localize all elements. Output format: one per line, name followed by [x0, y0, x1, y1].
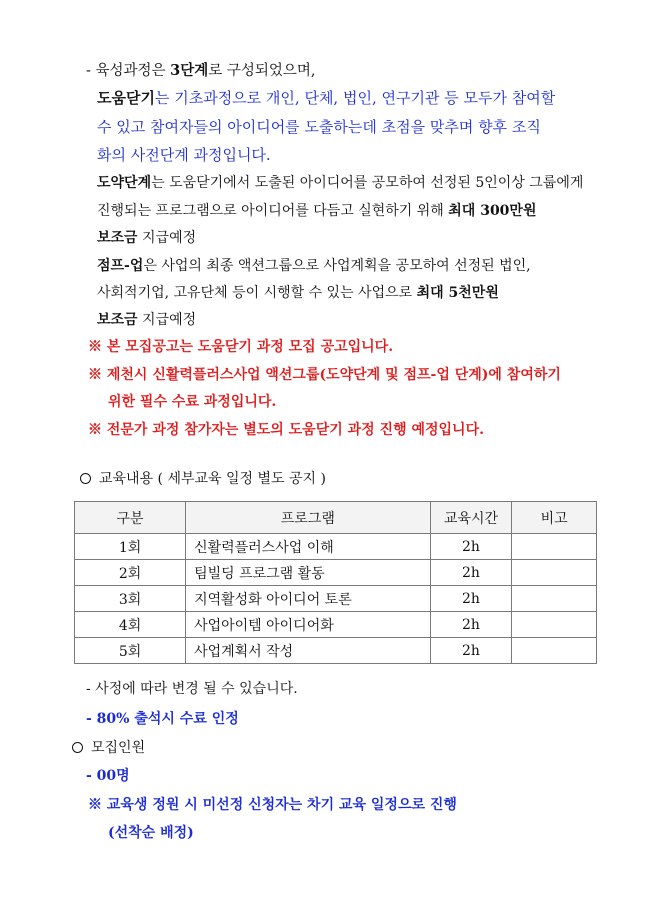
- table-row: [75, 560, 597, 586]
- stage2-line3: 보조금 지급예정: [97, 230, 197, 246]
- cell-program: 사업계획서 작성: [186, 638, 431, 664]
- cell-round: 5회: [75, 638, 186, 664]
- col-header-round: 구분: [75, 502, 186, 534]
- cell-hours: 2h: [430, 586, 512, 612]
- stage3-line3: 보조금 지급예정: [97, 312, 197, 328]
- stage2-title: 도약단계: [97, 175, 152, 191]
- recruit-count: - 00명: [86, 768, 130, 784]
- col-header-note: 비고: [512, 502, 597, 534]
- table-header-row: [75, 502, 597, 534]
- change-notice: - 사정에 따라 변경 될 수 있습니다.: [86, 681, 298, 697]
- cell-round: 4회: [75, 612, 186, 638]
- notice-expert: ※ 전문가 과정 참가자는 별도의 도움닫기 과정 진행 예정입니다.: [88, 422, 484, 438]
- stage3-line1: 점프-업은 사업의 최종 액션그룹으로 사업계획을 공모하여 선정된 법인,: [97, 258, 531, 274]
- stage1-title: 도움닫기: [97, 89, 155, 107]
- completion-criteria: - 80% 출석시 수료 인정: [86, 711, 239, 727]
- table-row: [75, 586, 597, 612]
- circle-bullet-icon: [72, 742, 83, 753]
- recruit-notice-l1: ※ 교육생 정원 시 미선정 신청자는 차기 교육 일정으로 진행: [88, 797, 457, 813]
- col-header-program: 프로그램: [186, 502, 431, 534]
- table-row: [75, 612, 597, 638]
- cell-note: [512, 586, 597, 612]
- table-row: [75, 534, 597, 560]
- cell-round: 2회: [75, 560, 186, 586]
- stage1-line2: 수 있고 참여자들의 아이디어를 도출하는데 초점을 맞추며 향후 조직: [97, 118, 541, 136]
- stage2-budget: 최대 300만원: [448, 203, 537, 219]
- stage-count: 3단계: [170, 62, 209, 79]
- cell-hours: 2h: [430, 638, 512, 664]
- cell-note: [512, 560, 597, 586]
- cell-program: 지역활성화 아이디어 토론: [186, 586, 431, 612]
- recruit-notice-l2: (선착순 배정): [108, 825, 194, 841]
- col-header-hours: 교육시간: [430, 502, 512, 534]
- circle-bullet-icon: [80, 473, 91, 484]
- cell-program: 사업아이템 아이디어화: [186, 612, 431, 638]
- stage3-line2: 사회적기업, 고유단체 등이 시행할 수 있는 사업으로 최대 5천만원: [97, 285, 499, 301]
- stage2-line1: 도약단계는 도움닫기에서 도출된 아이디어를 공모하여 선정된 5인이상 그룹에게: [97, 175, 584, 191]
- stage1-line3: 화의 사전단계 과정입니다.: [97, 146, 271, 164]
- cell-hours: 2h: [430, 534, 512, 560]
- notice-recruitment: ※ 본 모집공고는 도움닫기 과정 모집 공고입니다.: [88, 339, 394, 355]
- cell-program: 팀빌딩 프로그램 활동: [186, 560, 431, 586]
- stage1-line1: 도움닫기는 기초과정으로 개인, 단체, 법인, 연구기관 등 모두가 참여할: [97, 89, 556, 107]
- cell-round: 3회: [75, 586, 186, 612]
- education-heading: 교육내용 ( 세부교육 일정 별도 공지 ): [80, 472, 326, 486]
- education-schedule-table: [74, 501, 597, 664]
- cell-program: 신활력플러스사업 이해: [186, 534, 431, 560]
- notice-required-l1: ※ 제천시 신활력플러스사업 액션그룹(도약단계 및 점프-업 단계)에 참여하기: [88, 367, 561, 383]
- stage3-budget: 최대 5천만원: [416, 285, 499, 301]
- table-row: [75, 638, 597, 664]
- course-intro: - 육성과정은 3단계로 구성되었으며,: [86, 62, 316, 79]
- cell-note: [512, 534, 597, 560]
- cell-round: 1회: [75, 534, 186, 560]
- stage3-title: 점프-업: [97, 258, 144, 274]
- cell-note: [512, 612, 597, 638]
- notice-required-l2: 위한 필수 수료 과정입니다.: [108, 394, 277, 410]
- stage2-line2: 진행되는 프로그램으로 아이디어를 다듬고 실현하기 위해 최대 300만원: [97, 203, 537, 219]
- cell-note: [512, 638, 597, 664]
- cell-hours: 2h: [430, 612, 512, 638]
- recruit-heading: 모집인원: [72, 741, 145, 755]
- cell-hours: 2h: [430, 560, 512, 586]
